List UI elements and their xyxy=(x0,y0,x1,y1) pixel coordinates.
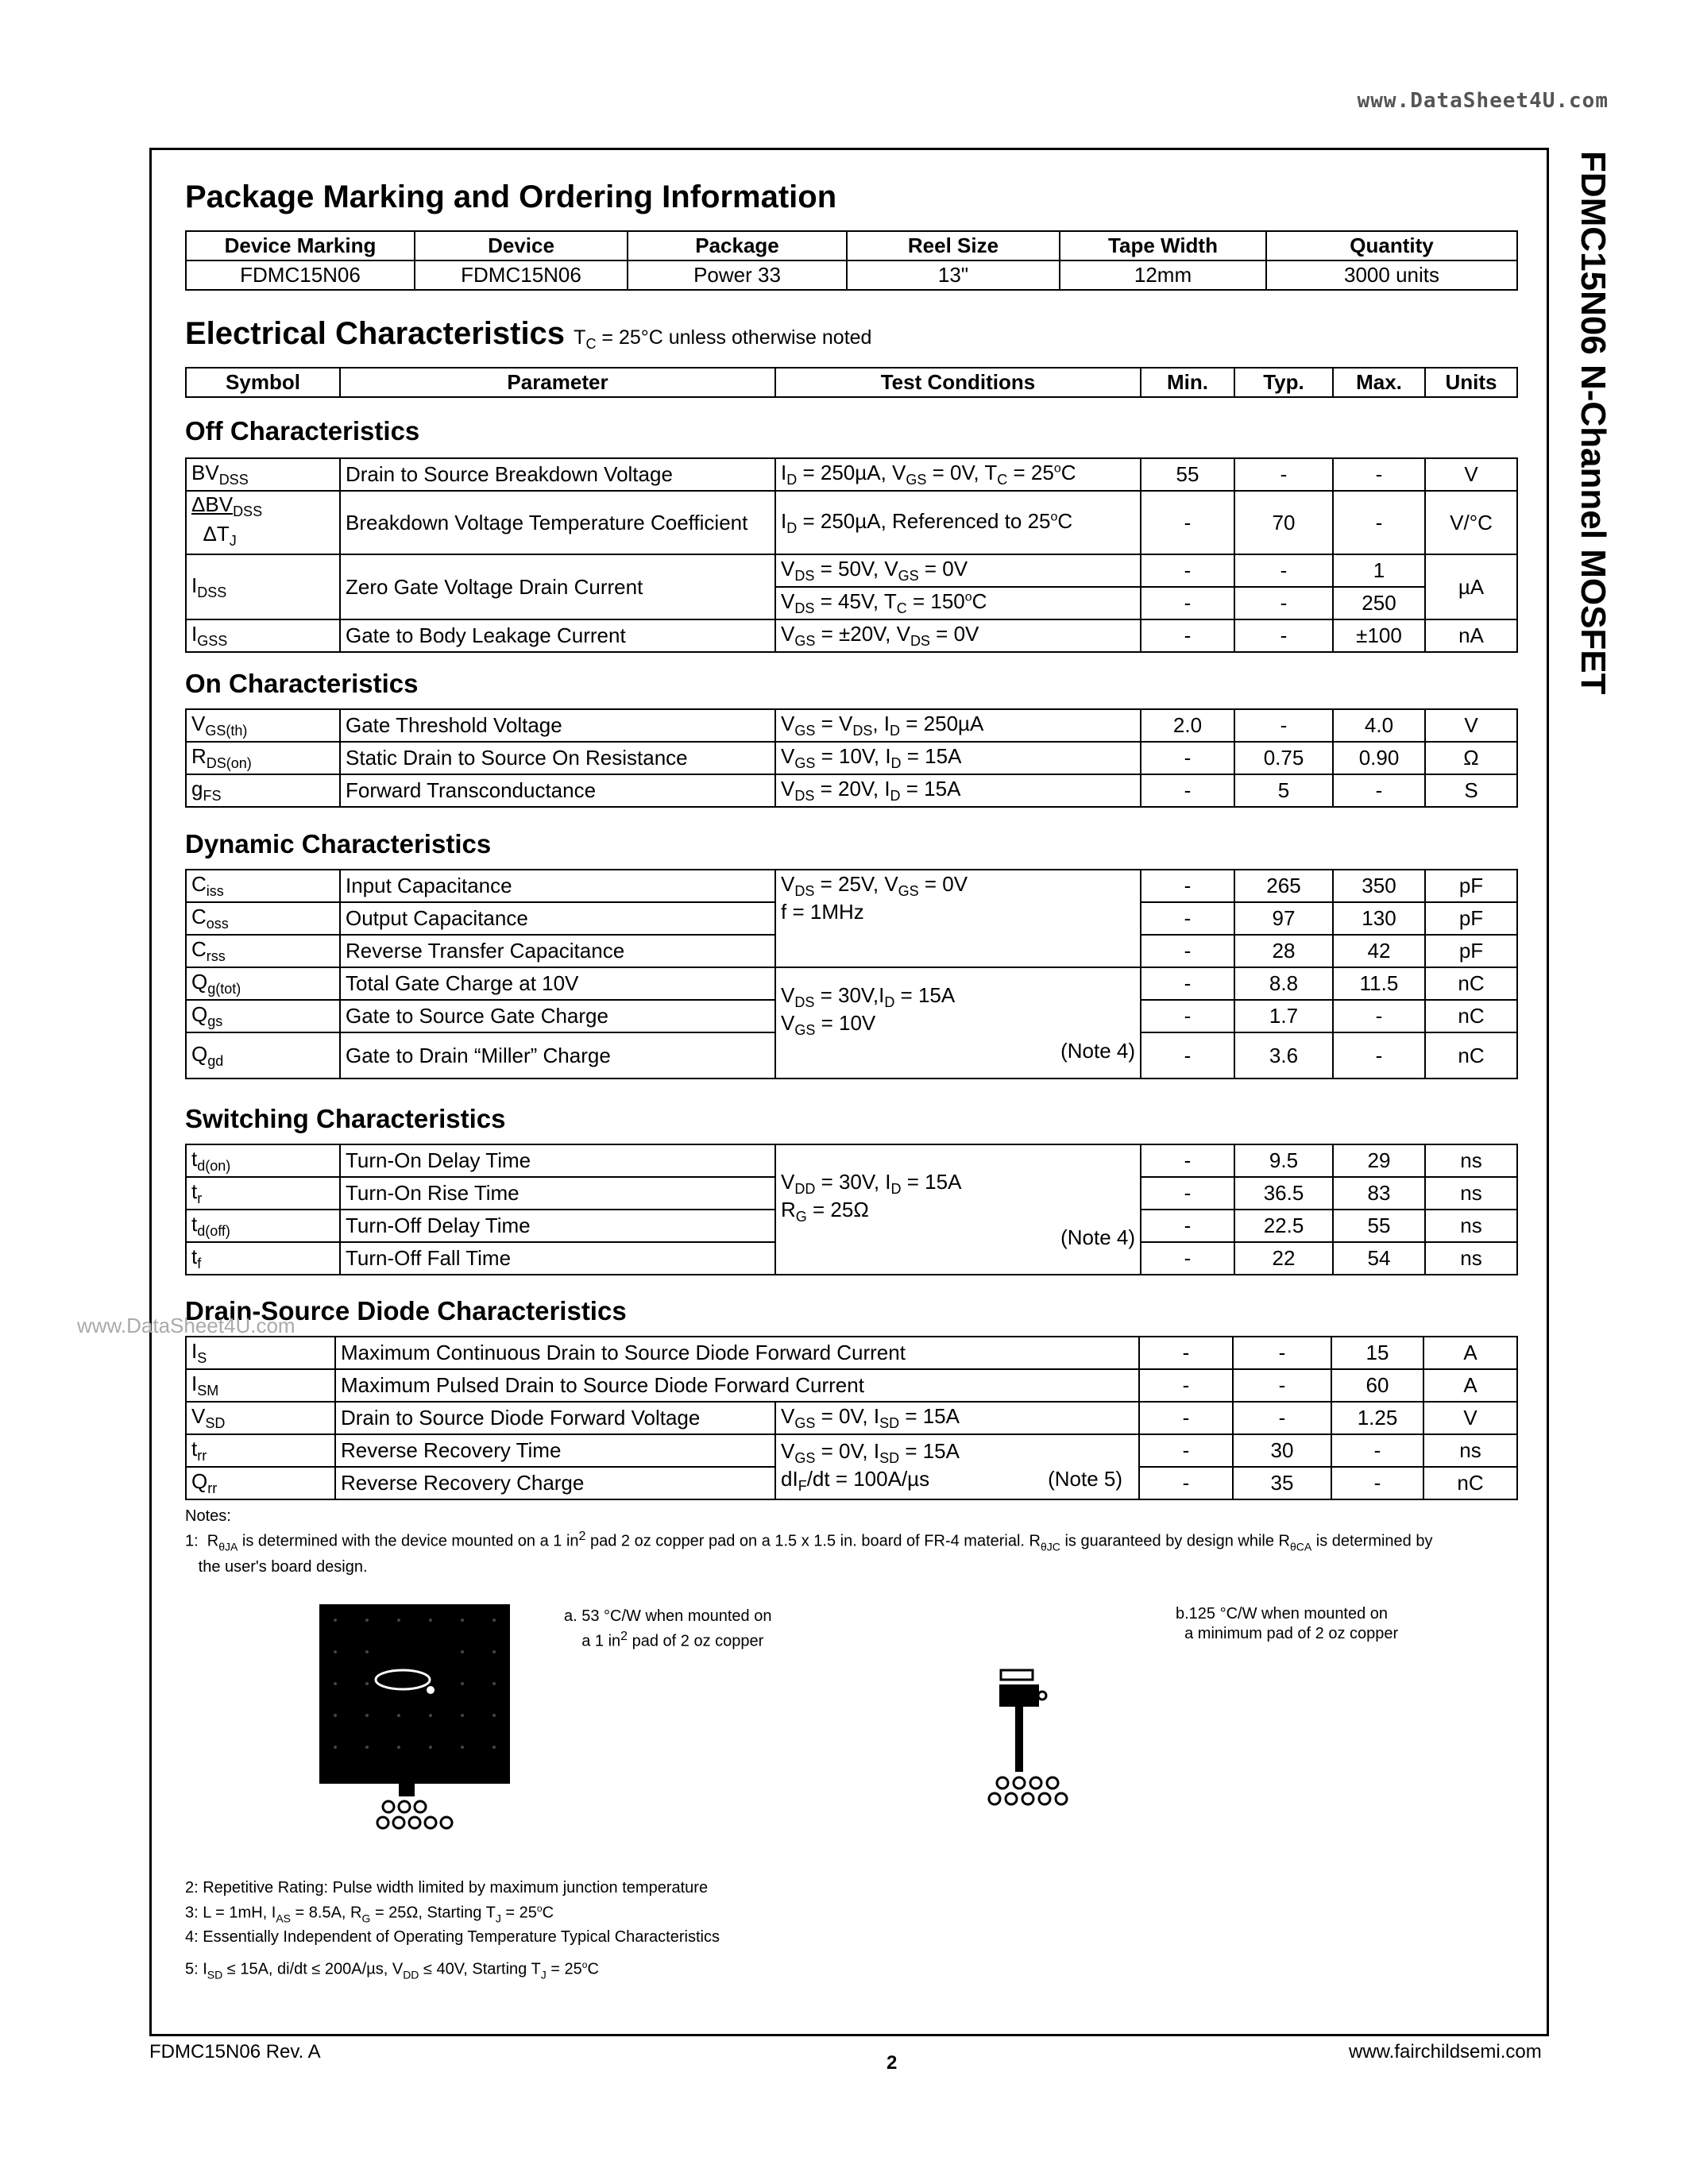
sym-qrr: $Q_{rr}$ xyxy=(186,1467,335,1499)
max: - xyxy=(1331,1467,1423,1499)
unit: V xyxy=(1425,458,1517,491)
sym-trr: $t_{rr}$ xyxy=(186,1434,335,1467)
unit: nC xyxy=(1425,967,1517,1000)
col-conditions: Test Conditions xyxy=(775,368,1141,397)
ordering-header: Device xyxy=(415,231,628,260)
dynamic-table xyxy=(185,869,1518,1079)
on-title: On Characteristics xyxy=(185,669,419,698)
pad-image-a xyxy=(319,1604,510,1882)
param: Reverse Recovery Charge xyxy=(335,1467,775,1499)
sym-tdon: $t_{d(on)}$ xyxy=(186,1144,340,1177)
min: - xyxy=(1139,1434,1233,1467)
typ: - xyxy=(1233,1369,1331,1402)
cond: $V_{GS} = 0V$, $I_{SD} = 15A$ xyxy=(775,1402,1139,1434)
typ: 35 xyxy=(1233,1467,1331,1499)
max: 60 xyxy=(1331,1369,1423,1402)
pad-caption-b: b.125 °C/W when mounted on a minimum pad of 2 oz copper xyxy=(1176,1605,1399,1642)
max: 42 xyxy=(1333,935,1425,967)
ordering-header: Reel Size xyxy=(847,231,1060,260)
cond: $V_{DD} = 30V$, $I_D = 15A$ $R_G = 25\Omega$ (Note 4) xyxy=(775,1144,1141,1275)
param: Maximum Pulsed Drain to Source Diode Forward Current xyxy=(335,1369,1139,1402)
typ: - xyxy=(1234,554,1333,587)
max: 130 xyxy=(1333,902,1425,935)
unit: V xyxy=(1425,709,1517,742)
sym-qg: $Q_{g(tot)}$ xyxy=(186,967,340,1000)
min: - xyxy=(1141,587,1234,619)
electrical-header-table xyxy=(185,367,1518,398)
max: 15 xyxy=(1331,1337,1423,1369)
cond: $V_{DS} = 50V$, $V_{GS} = 0V$ xyxy=(775,554,1141,587)
ordering-title: Package Marking and Ordering Information xyxy=(185,179,837,214)
typ: - xyxy=(1234,619,1333,652)
ordering-cell: FDMC15N06 xyxy=(415,260,628,290)
sym-bvdss: $BV_{DSS}$ xyxy=(186,458,340,491)
param: Zero Gate Voltage Drain Current xyxy=(340,554,775,619)
note-3: 3: L = 1mH, $I_{AS} = 8.5A$, $R_G = 25\Omega$, Starting $T_J = 25^oC$ xyxy=(185,1903,554,1925)
min: - xyxy=(1141,935,1234,967)
cond: $V_{GS} = V_{DS}$, $I_D = 250\mu A$ xyxy=(775,709,1141,742)
ordering-cell: 12mm xyxy=(1060,260,1266,290)
col-min: Min. xyxy=(1141,368,1234,397)
min: 2.0 xyxy=(1141,709,1234,742)
min: - xyxy=(1139,1467,1233,1499)
unit: nC xyxy=(1425,1032,1517,1078)
ordering-header: Package xyxy=(628,231,847,260)
typ: - xyxy=(1234,458,1333,491)
typ: 9.5 xyxy=(1234,1144,1333,1177)
diode-table xyxy=(185,1336,1518,1500)
col-symbol: Symbol xyxy=(186,368,340,397)
sym-rdson: $R_{DS(on)}$ xyxy=(186,742,340,774)
cond: $V_{GS} = 0V$, $I_{SD} = 15A$ $dI_F/dt = 100A/\mu s$ (Note 5) xyxy=(775,1434,1139,1499)
min: - xyxy=(1141,742,1234,774)
param: Input Capacitance xyxy=(340,870,775,902)
cond: $V_{DS} = 25V$, $V_{GS} = 0V$ f = 1MHz xyxy=(775,870,1141,967)
param: Static Drain to Source On Resistance xyxy=(340,742,775,774)
param: Maximum Continuous Drain to Source Diode Forward Current xyxy=(335,1337,1139,1369)
sym-igss: $I_{GSS}$ xyxy=(186,619,340,652)
unit: ns xyxy=(1423,1434,1517,1467)
min: - xyxy=(1141,1210,1234,1242)
footer-right: www.fairchildsemi.com xyxy=(1349,2041,1542,2062)
min: - xyxy=(1141,1000,1234,1032)
param: Breakdown Voltage Temperature Coefficient xyxy=(340,491,775,554)
col-parameter: Parameter xyxy=(340,368,775,397)
unit: pF xyxy=(1425,902,1517,935)
unit: V xyxy=(1423,1402,1517,1434)
min: 55 xyxy=(1141,458,1234,491)
max: ±100 xyxy=(1333,619,1425,652)
ordering-cell: 13" xyxy=(847,260,1060,290)
unit: ns xyxy=(1425,1242,1517,1275)
param: Reverse Recovery Time xyxy=(335,1434,775,1467)
cond: $V_{GS} = 10V$, $I_D = 15A$ xyxy=(775,742,1141,774)
ordering-header: Device Marking xyxy=(186,231,415,260)
sym-gfs: $g_{FS}$ xyxy=(186,774,340,807)
sym-ciss: $C_{iss}$ xyxy=(186,870,340,902)
typ: 70 xyxy=(1234,491,1333,554)
max: 54 xyxy=(1333,1242,1425,1275)
typ: 5 xyxy=(1234,774,1333,807)
unit: pF xyxy=(1425,935,1517,967)
max: - xyxy=(1333,491,1425,554)
sym-qgd: $Q_{gd}$ xyxy=(186,1032,340,1078)
unit: A xyxy=(1423,1337,1517,1369)
typ: 8.8 xyxy=(1234,967,1333,1000)
cond: $V_{DS} = 45V$, $T_C = 150^oC$ xyxy=(775,587,1141,619)
sym-is: $I_S$ xyxy=(186,1337,335,1369)
switching-table xyxy=(185,1144,1518,1275)
sym-ism: $I_{SM}$ xyxy=(186,1369,335,1402)
unit: V/°C xyxy=(1425,491,1517,554)
typ: - xyxy=(1234,709,1333,742)
max: - xyxy=(1333,1032,1425,1078)
typ: - xyxy=(1233,1402,1331,1434)
typ: - xyxy=(1233,1337,1331,1369)
typ: 0.75 xyxy=(1234,742,1333,774)
typ: 30 xyxy=(1233,1434,1331,1467)
unit: ns xyxy=(1425,1144,1517,1177)
sym-tf: $t_f$ xyxy=(186,1242,340,1275)
sym-coss: $C_{oss}$ xyxy=(186,902,340,935)
param: Gate to Body Leakage Current xyxy=(340,619,775,652)
min: - xyxy=(1141,774,1234,807)
ordering-header: Tape Width xyxy=(1060,231,1266,260)
typ: - xyxy=(1234,587,1333,619)
side-title: FDMC15N06 N-Channel MOSFET xyxy=(1574,151,1613,695)
sym-dbvdss: $\Delta BV_{DSS}$ $\Delta T_J$ xyxy=(186,491,340,554)
note-5: 5: $I_{SD} \le 15A$, di/dt ≤ 200A/µs, $V_{DD} \le 40V$, Starting $T_J = 25^oC$ xyxy=(185,1959,599,1981)
page-number: 2 xyxy=(886,2052,898,2074)
note-2: 2: Repetitive Rating: Pulse width limited by maximum junction temperature xyxy=(185,1879,709,1897)
min: - xyxy=(1141,554,1234,587)
min: - xyxy=(1141,491,1234,554)
ordering-table xyxy=(185,230,1518,291)
typ: 28 xyxy=(1234,935,1333,967)
min: - xyxy=(1141,1144,1234,1177)
sym-tr: $t_r$ xyxy=(186,1177,340,1210)
max: 55 xyxy=(1333,1210,1425,1242)
param: Reverse Transfer Capacitance xyxy=(340,935,775,967)
cond: $V_{GS} = \pm 20V$, $V_{DS} = 0V$ xyxy=(775,619,1141,652)
max: 1 xyxy=(1333,554,1425,587)
min: - xyxy=(1141,870,1234,902)
max: - xyxy=(1333,458,1425,491)
param: Turn-Off Delay Time xyxy=(340,1210,775,1242)
max: 11.5 xyxy=(1333,967,1425,1000)
typ: 22 xyxy=(1234,1242,1333,1275)
param: Total Gate Charge at 10V xyxy=(340,967,775,1000)
typ: 3.6 xyxy=(1234,1032,1333,1078)
max: 0.90 xyxy=(1333,742,1425,774)
sym-vsd: $V_{SD}$ xyxy=(186,1402,335,1434)
max: 83 xyxy=(1333,1177,1425,1210)
typ: 22.5 xyxy=(1234,1210,1333,1242)
unit: S xyxy=(1425,774,1517,807)
sym-idss: $I_{DSS}$ xyxy=(186,554,340,619)
min: - xyxy=(1139,1369,1233,1402)
typ: 1.7 xyxy=(1234,1000,1333,1032)
dynamic-title: Dynamic Characteristics xyxy=(185,829,492,859)
max: - xyxy=(1331,1434,1423,1467)
typ: 265 xyxy=(1234,870,1333,902)
min: - xyxy=(1141,1032,1234,1078)
max: 350 xyxy=(1333,870,1425,902)
note-4: 4: Essentially Independent of Operating Temperature Typical Characteristics xyxy=(185,1928,720,1946)
unit: A xyxy=(1423,1369,1517,1402)
max: 4.0 xyxy=(1333,709,1425,742)
off-title: Off Characteristics xyxy=(185,416,420,446)
unit: ns xyxy=(1425,1210,1517,1242)
typ: 97 xyxy=(1234,902,1333,935)
max: 29 xyxy=(1333,1144,1425,1177)
typ: 36.5 xyxy=(1234,1177,1333,1210)
min: - xyxy=(1139,1337,1233,1369)
off-table xyxy=(185,457,1518,653)
param: Output Capacitance xyxy=(340,902,775,935)
sym-tdoff: $t_{d(off)}$ xyxy=(186,1210,340,1242)
unit: Ω xyxy=(1425,742,1517,774)
pad-caption-a: a. 53 °C/W when mounted on a 1 $in^2$ pad of 2 oz copper xyxy=(564,1607,772,1650)
unit: nA xyxy=(1425,619,1517,652)
cond: $V_{DS} = 30V,I_D = 15A$ $V_{GS} = 10V$ (Note 4) xyxy=(775,967,1141,1078)
param: Turn-Off Fall Time xyxy=(340,1242,775,1275)
cond: $I_D = 250\mu A$, $V_{GS} = 0V$, $T_C = 25^oC$ xyxy=(775,458,1141,491)
unit: nC xyxy=(1423,1467,1517,1499)
min: - xyxy=(1141,1177,1234,1210)
ordering-cell: Power 33 xyxy=(628,260,847,290)
ordering-header: Quantity xyxy=(1266,231,1517,260)
min: - xyxy=(1139,1402,1233,1434)
notes-label: Notes: xyxy=(185,1507,231,1525)
sym-qgs: $Q_{gs}$ xyxy=(186,1000,340,1032)
col-units: Units xyxy=(1425,368,1517,397)
max: 250 xyxy=(1333,587,1425,619)
param: Gate Threshold Voltage xyxy=(340,709,775,742)
ordering-cell: FDMC15N06 xyxy=(186,260,415,290)
min: - xyxy=(1141,619,1234,652)
watermark-top: www.DataSheet4U.com xyxy=(1357,89,1609,113)
param: Drain to Source Diode Forward Voltage xyxy=(335,1402,775,1434)
pad-image-b xyxy=(985,1664,1080,1839)
diode-title: Drain-Source Diode Characteristics xyxy=(185,1296,627,1325)
unit: µA xyxy=(1425,554,1517,619)
param: Turn-On Rise Time xyxy=(340,1177,775,1210)
min: - xyxy=(1141,902,1234,935)
watermark-mid: www.DataSheet4U.com xyxy=(77,1314,295,1337)
ordering-cell: 3000 units xyxy=(1266,260,1517,290)
param: Drain to Source Breakdown Voltage xyxy=(340,458,775,491)
electrical-condition: $T_C = 25^\circ C$ unless otherwise noted xyxy=(574,326,872,352)
electrical-title: Electrical Characteristics $T_C = 25^\circ C$ unless otherwise noted xyxy=(185,316,872,352)
cond: $I_D = 250\mu A$, Referenced to 25$^o$C xyxy=(775,491,1141,554)
max: - xyxy=(1333,1000,1425,1032)
on-table xyxy=(185,708,1518,808)
unit: pF xyxy=(1425,870,1517,902)
min: - xyxy=(1141,1242,1234,1275)
max: - xyxy=(1333,774,1425,807)
unit: nC xyxy=(1425,1000,1517,1032)
sym-crss: $C_{rss}$ xyxy=(186,935,340,967)
note-1: 1: $R_{\theta JA}$ is determined with the device mounted on a 1 $in^2$ pad 2 oz copper pad on a 1.5 x 1.5 in. board of FR-4 material. $R_{\theta JC}$ is guaranteed by design while $R_{\theta CA}$ is determined by the user's board design. xyxy=(185,1530,1433,1576)
cond: $V_{DS} = 20V$, $I_D = 15A$ xyxy=(775,774,1141,807)
sym-vgsth: $V_{GS(th)}$ xyxy=(186,709,340,742)
col-typ: Typ. xyxy=(1234,368,1333,397)
switching-title: Switching Characteristics xyxy=(185,1104,506,1133)
min: - xyxy=(1141,967,1234,1000)
param: Gate to Source Gate Charge xyxy=(340,1000,775,1032)
col-max: Max. xyxy=(1333,368,1425,397)
max: 1.25 xyxy=(1331,1402,1423,1434)
param: Forward Transconductance xyxy=(340,774,775,807)
param: Turn-On Delay Time xyxy=(340,1144,775,1177)
unit: ns xyxy=(1425,1177,1517,1210)
param: Gate to Drain “Miller” Charge xyxy=(340,1032,775,1078)
footer-left: FDMC15N06 Rev. A xyxy=(149,2041,321,2062)
